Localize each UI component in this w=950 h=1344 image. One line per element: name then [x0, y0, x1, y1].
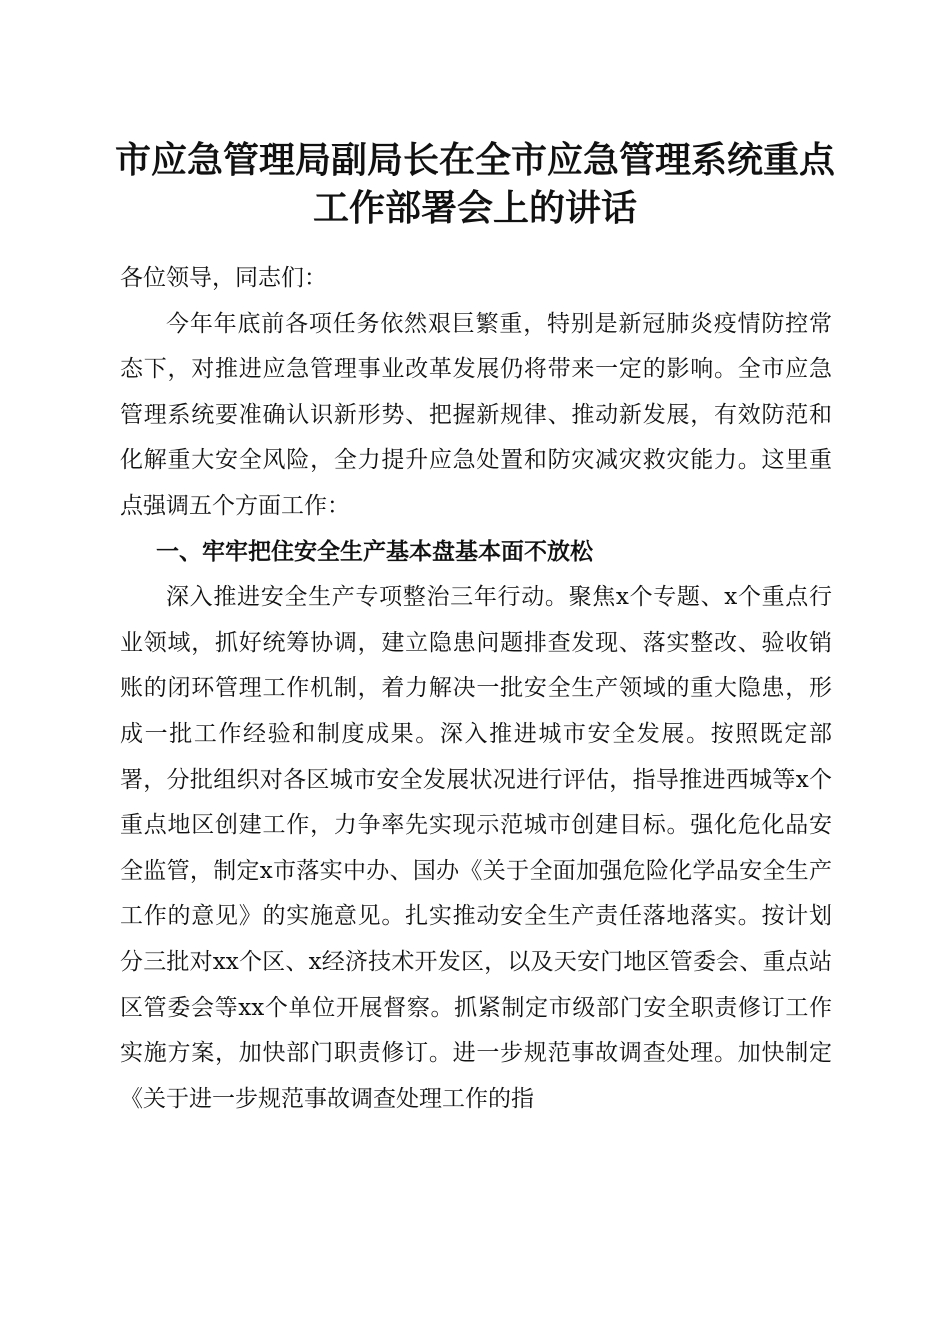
section-1-paragraph: 深入推进安全生产专项整治三年行动。聚焦x个专题、x个重点行业领域，抓好统筹协调，建立隐患问题排查发现、落实整改、验收销账的闭环管理工作机制，着力解决一批安全生产领域的重大隐患，形成一批工作经验和制度成果。深入推进城市安全发展。按照既定部署，分批组织对各区城市安全发展状况进行评估，指导推进西城等x个重点地区创建工作，力争率先实现示范城市创建目标。强化危化品安全监管，制定x市落实中办、国办《关于全面加强危险化学品安全生产工作的意见》的实施意见。扎实推动安全生产责任落地落实。按计划分三批对xx个区、x经济技术开发区，以及天安门地区管委会、重点站区管委会等xx个单位开展督察。抓紧制定市级部门安全职责修订工作实施方案，加快部门职责修订。进一步规范事故调查处理。加快制定《关于进一步规范事故调查处理工作的指	[120, 584, 832, 1112]
document-body	[120, 256, 832, 1122]
intro-paragraph: 今年年底前各项任务依然艰巨繁重，特别是新冠肺炎疫情防控常态下，对推进应急管理事业改革发展仍将带来一定的影响。全市应急管理系统要准确认识新形势、把握新规律、推动新发展，有效防范和化解重大安全风险，全力提升应急处置和防灾减灾救灾能力。这里重点强调五个方面工作：	[120, 310, 832, 519]
title-line-1: 市应急管理局副局长在全市应急管理系统重点	[114, 139, 835, 181]
document-title	[100, 136, 850, 232]
salutation: 各位领导，同志们：	[120, 265, 327, 291]
section-heading-1: 一、牢牢把住安全生产基本盘基本面不放松	[156, 538, 593, 565]
title-line-2: 工作部署会上的讲话	[312, 187, 637, 229]
